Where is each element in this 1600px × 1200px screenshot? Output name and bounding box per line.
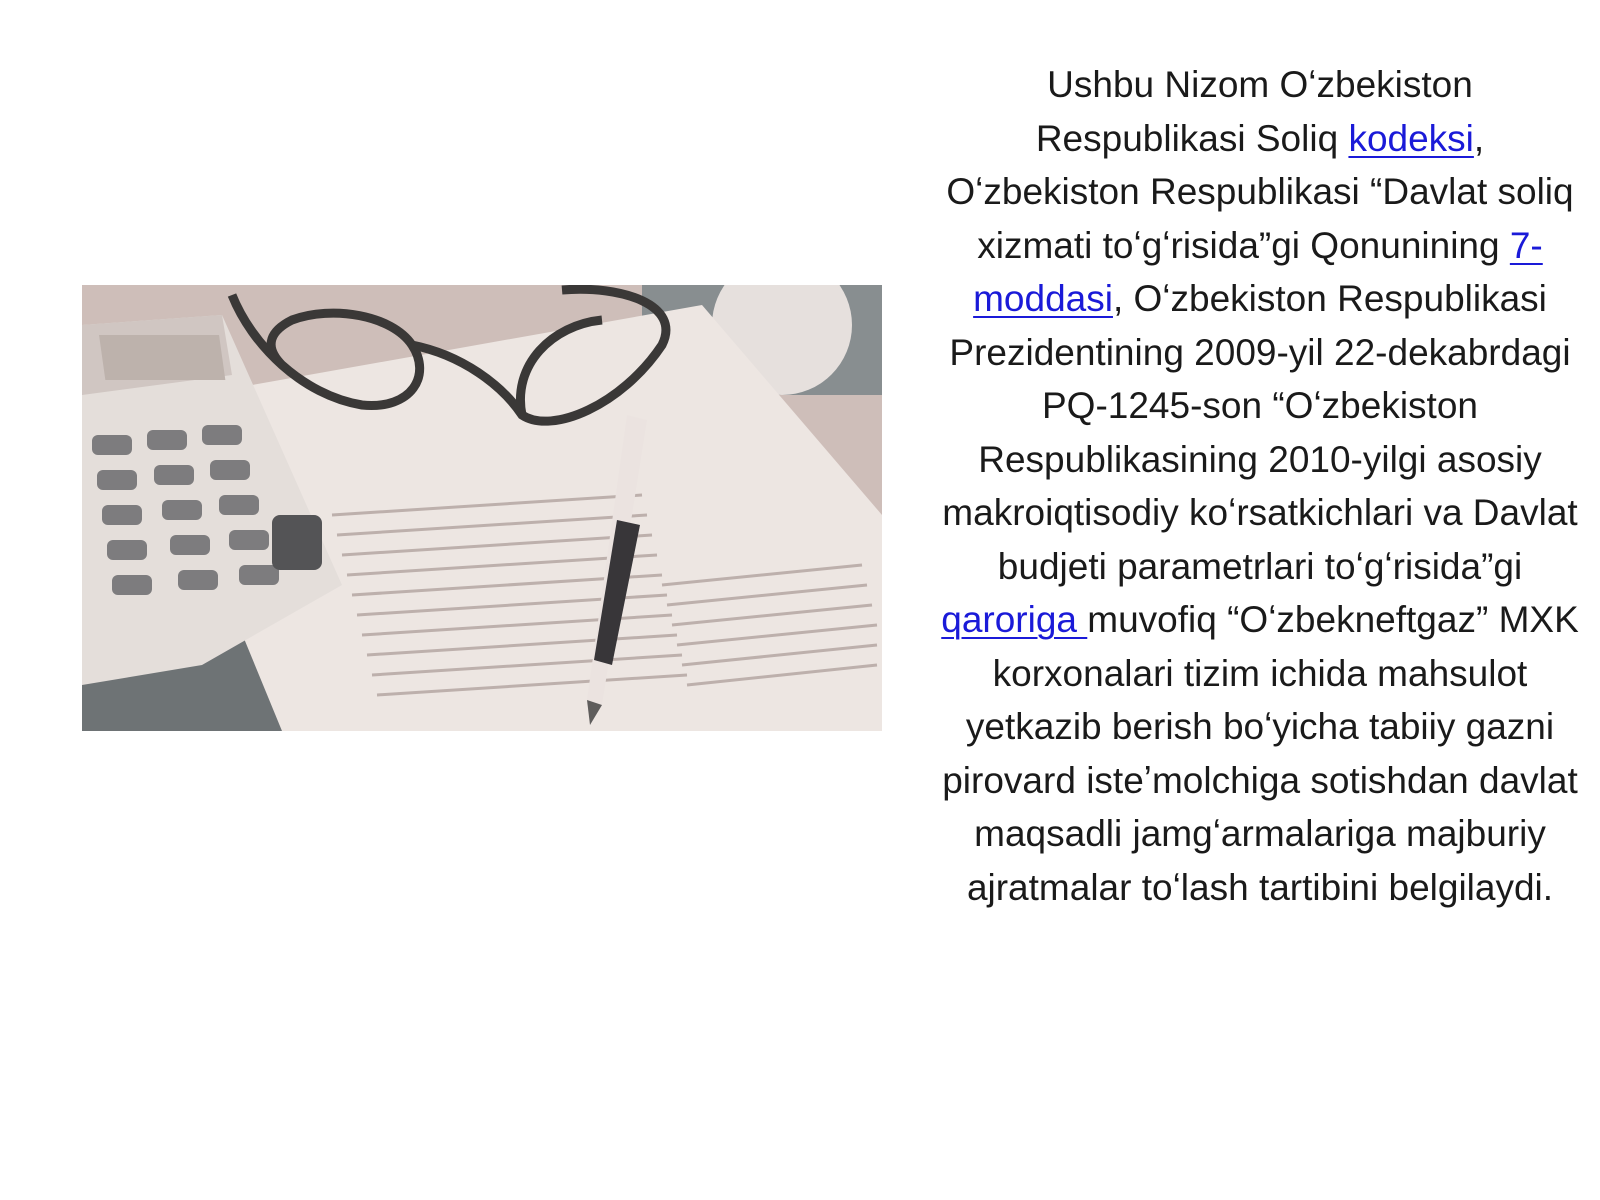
calculator-glasses-pen-illustration [82,285,882,731]
text-segment: muvofiq “Oʻzbekneftgaz” MXK korxonalari tizim ichida mahsulot yetkazib berish boʻyicha tabiiy gazni pirovard isteʼmolchiga sotishdan davlat maqsadli jamgʻarmalariga majburiy ajratmalar toʻlash tartibini belgilaydi. [942,599,1579,908]
accounting-photo [82,285,882,731]
kodeksi-link[interactable]: kodeksi [1348,117,1474,159]
qaroriga-link[interactable]: qaroriga [941,599,1088,640]
text-segment: Ushbu Nizom Oʻzbekiston Respublikasi Soliq [1035,64,1473,159]
regulation-text [940,58,1580,914]
text-segment: , Oʻzbekiston Respublikasi Prezidentining 2009-yil 22-dekabrdagi PQ-1245-son “Oʻzbekiston Respublikasining 2010-yilgi asosiy makroiqtisodiy koʻrsatkichlari va Davlat budjeti parametrlari toʻgʻrisida”gi [942,278,1578,587]
regulation-paragraph [940,58,1580,914]
7-moddasi-link[interactable]: 7-moddasi [973,224,1543,319]
text-segment: , Oʻzbekiston Respublikasi “Davlat soliq xizmati toʻgʻrisida”gi Qonunining [946,117,1574,266]
